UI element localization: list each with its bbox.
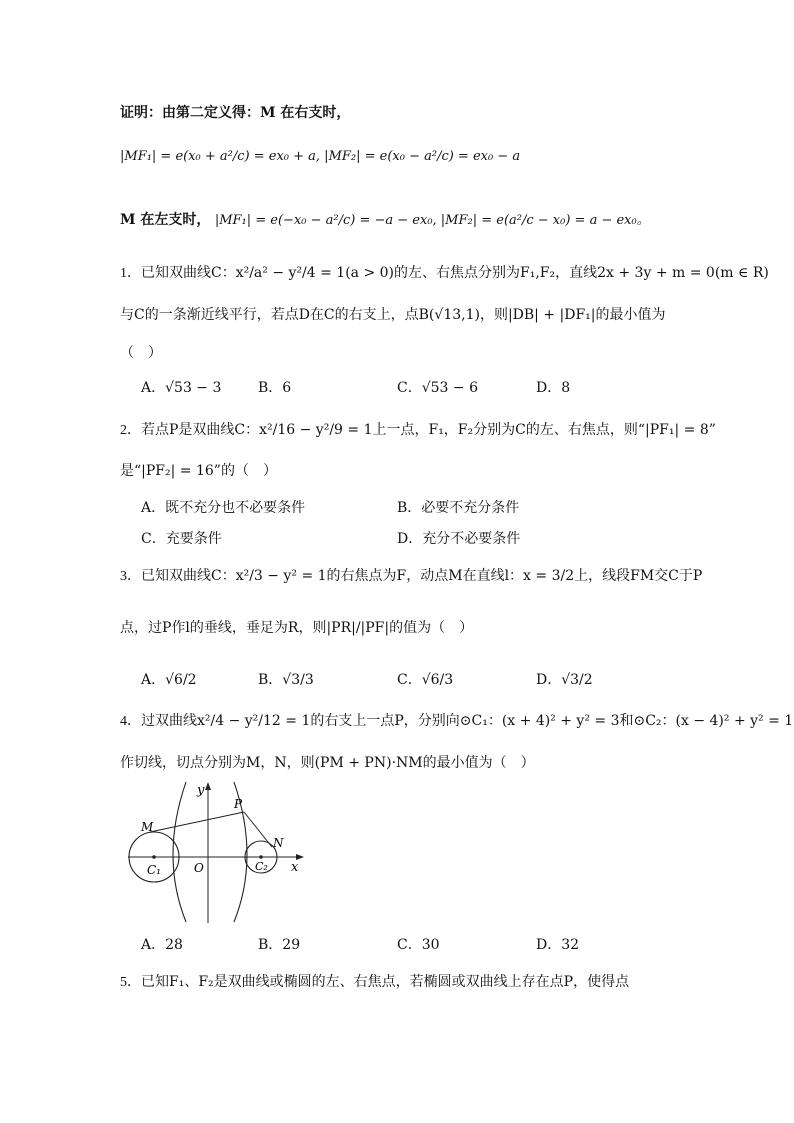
- question-4-text-1: 过双曲线x²/4 − y²/12 = 1的右支上一点P，分别向⊙C₁：(x + 4)² + y² = 3和⊙C₂：(x − 4)² + y² = 1: [141, 713, 794, 729]
- question-1-number: 1．: [120, 266, 141, 281]
- question-3-number: 3．: [120, 569, 141, 584]
- question-5-text-1: 已知F₁、F₂是双曲线或椭圆的左、右焦点，若椭圆或双曲线上存在点P，使得点: [141, 974, 630, 990]
- label-n: N: [273, 836, 284, 850]
- label-c1: C₁: [147, 863, 161, 877]
- label-x: x: [291, 860, 299, 875]
- question-2-text-1: 若点P是双曲线C：x²/16 − y²/9 = 1上一点，F₁，F₂分别为C的左、右焦点，则“|PF₁| = 8”: [141, 422, 716, 438]
- question-3-text-1: 已知双曲线C：x²/3 − y² = 1的右焦点为F，动点M在直线l：x = 3/2上，线段FM交C于P: [141, 568, 703, 584]
- question-2-option-d: D．充分不必要条件: [397, 531, 521, 547]
- question-1-line-3: （ ）: [120, 345, 162, 361]
- proof-left-branch-formula: |MF₁| = e(−x₀ − a²/c) = −a − ex₀, |MF₂| = e(a²/c − x₀) = a − ex₀。: [214, 213, 650, 228]
- question-1-option-b: B．6: [258, 380, 292, 396]
- question-5-number: 5．: [120, 975, 141, 990]
- question-4-line-2: 作切线，切点分别为M，N，则(PM + PN)·NM的最小值为（ ）: [120, 755, 535, 771]
- proof-right-branch-formula: |MF₁| = e(x₀ + a²/c) = ex₀ + a, |MF₂| = e(x₀ − a²/c) = ex₀ − a: [120, 149, 521, 164]
- question-2-option-b: B．必要不充分条件: [397, 500, 520, 516]
- question-3-option-d: D．√3/2: [536, 672, 593, 688]
- question-4-line-1: [120, 711, 793, 732]
- segment-pm: [150, 812, 244, 832]
- question-4-number: 4．: [120, 714, 141, 729]
- question-3-line-2: 点，过P作l的垂线，垂足为R，则|PR|/|PF|的值为（ ）: [120, 620, 474, 636]
- hyperbola-left-branch: [173, 782, 186, 922]
- question-1-text-1: 已知双曲线C：x²/a² − y²/4 = 1(a > 0)的左、右焦点分别为F₁,F₂，直线2x + 3y + m = 0(m ∈ R): [141, 265, 769, 281]
- question-5-line-1: [120, 972, 629, 993]
- y-axis-arrow: [205, 782, 211, 790]
- question-2-line-1: [120, 420, 716, 441]
- label-y: y: [197, 783, 205, 798]
- label-o: O: [194, 861, 204, 875]
- proof-left-branch: [120, 210, 650, 231]
- question-2-line-2: 是“|PF₂| = 16”的（ ）: [120, 463, 277, 479]
- question-3-option-a: A．√6/2: [141, 672, 197, 688]
- point-c1: [152, 855, 156, 859]
- question-2-number: 2．: [120, 423, 141, 438]
- question-3-option-c: C．√6/3: [397, 672, 454, 688]
- question-4-option-c: C．30: [397, 937, 440, 953]
- question-1-option-c: C．√53 − 6: [397, 380, 478, 396]
- question-4-figure: [118, 778, 318, 928]
- question-1-option-d: D．8: [536, 380, 571, 396]
- question-4-option-d: D．32: [536, 937, 580, 953]
- question-2-option-c: C．充要条件: [141, 531, 222, 547]
- label-c2: C₂: [255, 860, 268, 873]
- question-1-line-1: [120, 263, 769, 284]
- question-4-option-b: B．29: [258, 937, 301, 953]
- question-4-option-a: A．28: [141, 937, 183, 953]
- question-1-line-2: 与C的一条渐近线平行，若点D在C的右支上，点B(√13,1)，则|DB| + |DF₁|的最小值为: [120, 307, 666, 323]
- question-1-option-a: A．√53 − 3: [141, 380, 222, 396]
- point-c2: [259, 855, 263, 859]
- label-m: M: [141, 820, 154, 834]
- question-3-option-b: B．√3/3: [258, 672, 314, 688]
- question-2-option-a: A．既不充分也不必要条件: [141, 500, 306, 516]
- question-3-line-1: [120, 566, 702, 587]
- label-p: P: [234, 797, 243, 811]
- proof-heading: 证明：由第二定义得：M 在右支时，: [120, 105, 351, 121]
- proof-left-branch-label: M 在左支时，: [120, 212, 211, 228]
